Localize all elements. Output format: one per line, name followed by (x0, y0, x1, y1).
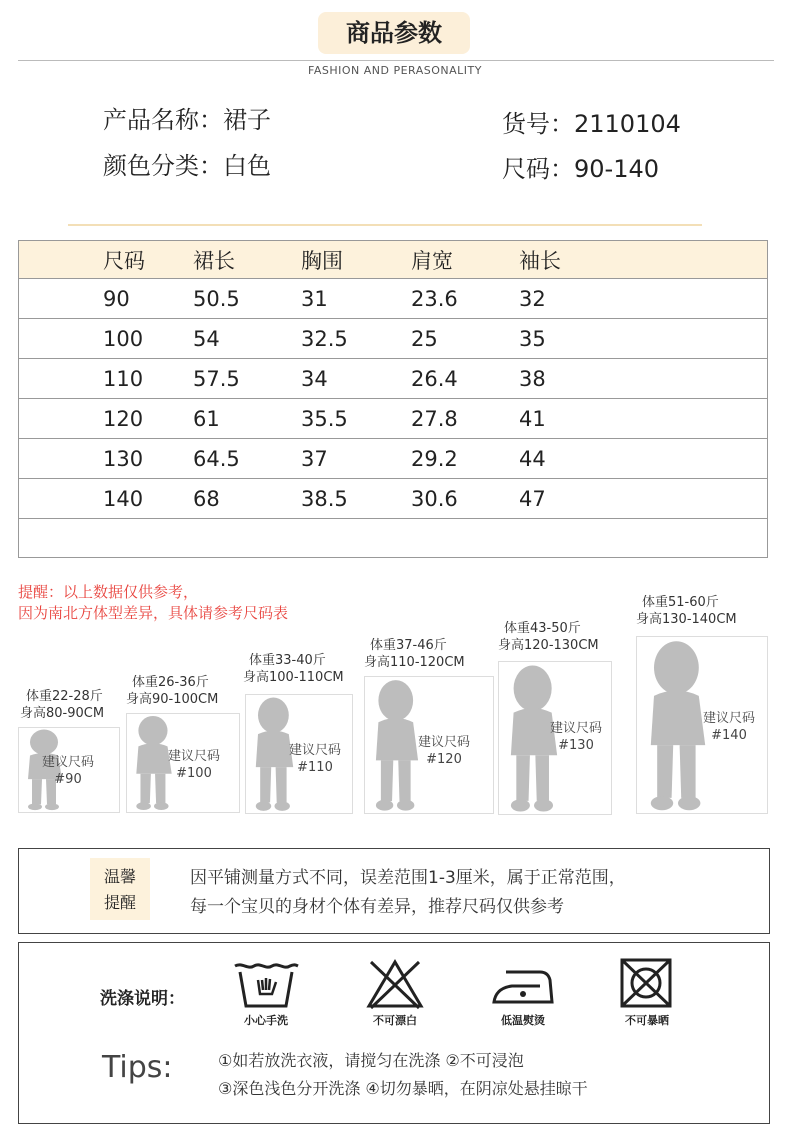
warm-tip-line: 每一个宝贝的身材个体有差异，推荐尺码仅供参考 (190, 897, 564, 917)
product-size-range: 尺码：90-140 (502, 155, 660, 183)
table-cell: 100 (19, 319, 194, 359)
table-row (19, 319, 768, 359)
warm-tip-line: 因平铺测量方式不同，误差范围1-3厘米，属于正常范围， (190, 868, 626, 888)
params-divider (68, 224, 702, 226)
table-cell: 38 (519, 359, 768, 399)
recommended-size (138, 748, 250, 782)
section-subtitle: FASHION AND PERASONALITY (308, 64, 482, 77)
recommended-size-value: #100 (176, 766, 212, 781)
tips-line: ③深色浅色分开洗涤 ④切勿暴晒，在阴凉处悬挂晾干 (218, 1079, 588, 1098)
height-range: 身高100-110CM (243, 670, 344, 685)
weight-range: 体重51-60斤 (642, 595, 719, 610)
size-notice (18, 582, 288, 624)
weight-range: 体重33-40斤 (249, 653, 326, 668)
size-table (18, 240, 768, 558)
table-header-cell: 尺码 (19, 241, 194, 279)
table-row (19, 359, 768, 399)
wash-label: 低温熨烫 (501, 1014, 545, 1027)
table-cell: 37 (301, 439, 411, 479)
table-header-cell: 裙长 (193, 241, 301, 279)
table-cell: 23.6 (411, 279, 519, 319)
table-cell: 41 (519, 399, 768, 439)
tips-title: Tips: (102, 1050, 173, 1085)
weight-range: 体重26-36斤 (132, 675, 209, 690)
table-cell: 140 (19, 479, 194, 519)
low-iron-icon (490, 964, 556, 1006)
table-cell: 35 (519, 319, 768, 359)
recommended-size-value: #110 (297, 760, 333, 775)
recommended-size-value: #120 (426, 752, 462, 767)
wash-label: 不可漂白 (373, 1014, 417, 1027)
table-cell: 61 (193, 399, 301, 439)
notice-line: 因为南北方体型差异，具体请参考尺码表 (18, 604, 289, 622)
table-cell: 50.5 (193, 279, 301, 319)
table-cell: 90 (19, 279, 194, 319)
weight-range: 体重22-28斤 (26, 689, 103, 704)
table-cell: 25 (411, 319, 519, 359)
table-cell: 31 (301, 279, 411, 319)
table-row (19, 439, 768, 479)
table-cell: 27.8 (411, 399, 519, 439)
table-cell: 38.5 (301, 479, 411, 519)
table-cell: 120 (19, 399, 194, 439)
notice-line: 提醒：以上数据仅供参考， (18, 583, 199, 601)
table-cell: 47 (519, 479, 768, 519)
wash-title: 洗涤说明： (100, 989, 185, 1009)
table-cell: 30.6 (411, 479, 519, 519)
product-color: 颜色分类：白色 (103, 152, 271, 180)
table-row-empty (19, 519, 768, 558)
recommended-size (380, 734, 508, 768)
badge-line: 温馨 (103, 867, 136, 886)
wash-label: 不可暴晒 (625, 1014, 669, 1027)
size-guide-body-info (364, 637, 465, 671)
size-guide-body-info (498, 620, 599, 654)
recommended-size-value: #140 (711, 728, 747, 743)
height-range: 身高90-100CM (126, 692, 219, 707)
height-range: 身高80-90CM (20, 706, 105, 721)
recommended-label: 建议尺码 (167, 749, 220, 764)
hand-wash-icon (232, 960, 300, 1010)
table-cell: 54 (193, 319, 301, 359)
recommended-size (664, 710, 790, 744)
table-cell: 68 (193, 479, 301, 519)
product-name: 产品名称：裙子 (103, 106, 271, 134)
table-cell (19, 519, 768, 558)
badge-line: 提醒 (103, 893, 136, 912)
height-range: 身高120-130CM (498, 638, 599, 653)
table-row (19, 399, 768, 439)
table-cell: 44 (519, 439, 768, 479)
recommended-label: 建议尺码 (417, 735, 470, 750)
table-cell: 110 (19, 359, 194, 399)
table-cell: 57.5 (193, 359, 301, 399)
size-guide-body-info (126, 674, 218, 708)
no-sun-icon (618, 956, 674, 1010)
section-title: 商品参数 (318, 12, 470, 54)
table-row (19, 279, 768, 319)
no-bleach-icon (365, 958, 425, 1010)
weight-range: 体重37-46斤 (370, 638, 447, 653)
recommended-label: 建议尺码 (702, 711, 755, 726)
table-header-row (19, 241, 768, 279)
recommended-label: 建议尺码 (549, 721, 602, 736)
warm-tip-text (190, 864, 626, 922)
recommended-size (520, 720, 632, 754)
table-cell: 35.5 (301, 399, 411, 439)
table-row (19, 479, 768, 519)
table-cell: 34 (301, 359, 411, 399)
size-guide-body-info (20, 688, 104, 722)
height-range: 身高110-120CM (364, 655, 465, 670)
table-header-cell: 肩宽 (411, 241, 519, 279)
recommended-label: 建议尺码 (288, 743, 341, 758)
warm-tip-badge (90, 858, 150, 920)
table-cell: 130 (19, 439, 194, 479)
recommended-label: 建议尺码 (41, 755, 94, 770)
recommended-size-value: #90 (54, 772, 82, 787)
product-item-no: 货号：2110104 (502, 110, 681, 138)
height-range: 身高130-140CM (636, 612, 737, 627)
table-cell: 32.5 (301, 319, 411, 359)
tips-line: ①如若放洗衣液，请搅匀在洗涤 ②不可浸泡 (218, 1051, 524, 1070)
title-divider (18, 60, 774, 61)
wash-label: 小心手洗 (244, 1014, 288, 1027)
weight-range: 体重43-50斤 (504, 621, 581, 636)
table-cell: 32 (519, 279, 768, 319)
recommended-size-value: #130 (558, 738, 594, 753)
table-header-cell: 胸围 (301, 241, 411, 279)
recommended-size (262, 742, 368, 776)
size-guide-body-info (243, 652, 344, 686)
size-guide-body-info (636, 594, 737, 628)
table-cell: 26.4 (411, 359, 519, 399)
recommended-size (18, 754, 118, 788)
table-cell: 64.5 (193, 439, 301, 479)
table-header-cell: 袖长 (519, 241, 768, 279)
table-cell: 29.2 (411, 439, 519, 479)
